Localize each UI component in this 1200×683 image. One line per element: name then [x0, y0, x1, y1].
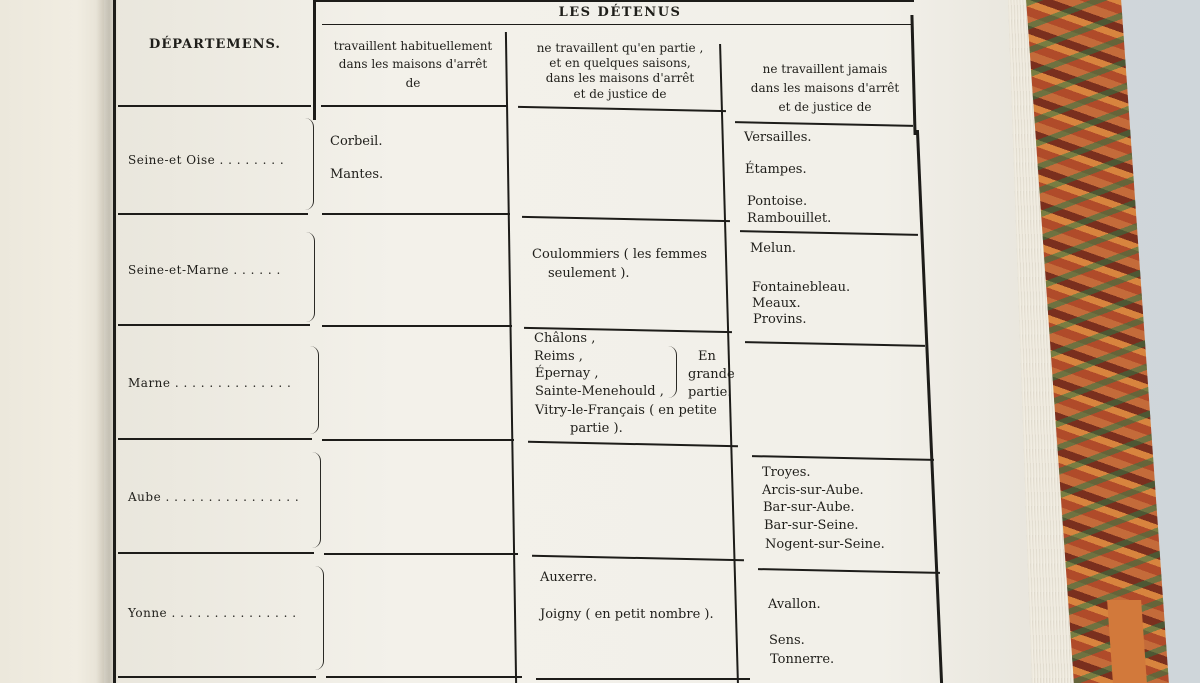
col2-header-line3: dans les maisons d'arrêt — [545, 71, 695, 85]
row-sep-1-col1 — [322, 213, 510, 215]
col3-header-line3: et de justice de — [778, 100, 872, 114]
header-rule-col1 — [321, 105, 507, 107]
dept-seine-et-marne: Seine-et-Marne . . . . . . — [128, 263, 281, 277]
row-sep-5-dept — [118, 676, 316, 678]
row5-col3-item3: Tonnerre. — [770, 652, 835, 667]
row4-col3-item1: Troyes. — [762, 465, 811, 480]
row-sep-5-col2 — [536, 678, 750, 680]
row5-col2-item1: Auxerre. — [540, 570, 598, 585]
row3-col2-item4: Sainte-Menehould , — [535, 384, 664, 399]
brace-row5 — [315, 566, 324, 670]
row-sep-4-col3 — [758, 568, 940, 573]
row-sep-2-dept — [118, 324, 310, 326]
row-sep-1-col3 — [740, 230, 918, 235]
row5-col3-item2: Sens. — [769, 633, 805, 648]
row-sep-2-col3 — [745, 341, 925, 346]
brace-row3 — [310, 346, 319, 434]
left-border — [113, 0, 116, 683]
row3-note-line1: En — [698, 349, 716, 364]
col1-header-line1: travaillent habituellement — [333, 39, 493, 53]
row5-col3-item1: Avallon. — [768, 597, 821, 612]
row2-col3-item3: Meaux. — [752, 296, 801, 311]
col-sep-2 — [719, 44, 738, 683]
header-divider-dept — [313, 0, 316, 120]
row-sep-3-dept — [118, 438, 312, 440]
row2-col2-line1: Coulommiers ( les femmes — [532, 247, 708, 262]
col3-header-line2: dans les maisons d'arrêt — [750, 81, 900, 95]
row-sep-1-col2 — [522, 216, 730, 222]
detenus-heading: LES DÉTENUS — [558, 5, 682, 20]
row1-col3-item3: Pontoise. — [747, 194, 808, 209]
row3-group-brace — [668, 346, 677, 398]
row-sep-3-col3 — [752, 455, 934, 460]
header-rule-col3 — [735, 121, 913, 127]
row-sep-4-col1 — [324, 553, 518, 555]
row3-col2-item2: Reims , — [534, 349, 583, 364]
brace-row4 — [312, 452, 321, 548]
row1-col1-item2: Mantes. — [330, 167, 384, 182]
dept-aube: Aube . . . . . . . . . . . . . . . . — [128, 490, 300, 504]
brace-row1 — [305, 118, 314, 210]
row-sep-4-col2 — [532, 555, 744, 561]
row2-col3-item1: Melun. — [750, 241, 797, 256]
col1-header-line2: dans les maisons d'arrêt — [338, 57, 488, 71]
row2-col3-item4: Provins. — [753, 312, 807, 327]
row3-note-line2: grande — [688, 367, 735, 382]
dept-yonne: Yonne . . . . . . . . . . . . . . . — [128, 606, 297, 620]
header-rule-col2 — [518, 106, 726, 112]
row3-col2-item1: Châlons , — [534, 331, 596, 346]
col3-header-line1: ne travaillent jamais — [762, 62, 888, 76]
row3-col2-item3: Épernay , — [535, 366, 599, 381]
row-sep-1-dept — [118, 213, 308, 215]
dept-seine-et-oise: Seine-et Oise . . . . . . . . — [128, 153, 285, 167]
row1-col3-item4: Rambouillet. — [747, 211, 832, 226]
group-title-top-rule — [316, 0, 914, 2]
group-title-underline — [322, 24, 912, 25]
row1-col3-item2: Étampes. — [745, 162, 807, 177]
row3-col2-item6: partie ). — [570, 421, 623, 436]
col2-header-line2: et en quelques saisons, — [549, 56, 691, 70]
header-rule-dept — [118, 105, 311, 107]
col1-header-line3: de — [405, 76, 421, 90]
row-sep-5-col1 — [326, 676, 522, 678]
row3-note-line3: partie. — [688, 385, 732, 400]
row1-col3-item1: Versailles. — [744, 130, 812, 145]
row2-col2-line2: seulement ). — [548, 266, 630, 281]
row5-col2-item2: Joigny ( en petit nombre ). — [540, 607, 714, 622]
row-sep-4-dept — [118, 552, 314, 554]
row2-col3-item2: Fontainebleau. — [752, 280, 851, 295]
row4-col3-item3: Bar-sur-Aube. — [763, 500, 855, 515]
brace-row2 — [306, 232, 315, 322]
col2-header-line1: ne travaillent qu'en partie , — [536, 41, 704, 55]
row4-col3-item2: Arcis-sur-Aube. — [762, 483, 864, 498]
row-sep-3-col2 — [528, 441, 738, 447]
departements-heading: DÉPARTEMENS. — [149, 37, 281, 52]
dept-marne: Marne . . . . . . . . . . . . . . — [128, 376, 292, 390]
row4-col3-item4: Bar-sur-Seine. — [764, 518, 859, 533]
col-sep-1 — [505, 32, 517, 683]
row-sep-2-col1 — [322, 325, 512, 327]
right-border-lower — [916, 130, 943, 683]
col2-header-line4: et de justice de — [573, 87, 667, 101]
row-sep-3-col1 — [322, 439, 514, 441]
row1-col1-item1: Corbeil. — [330, 134, 383, 149]
row3-col2-item5: Vitry-le-Français ( en petite — [535, 403, 717, 418]
row4-col3-item5: Nogent-sur-Seine. — [765, 537, 885, 552]
